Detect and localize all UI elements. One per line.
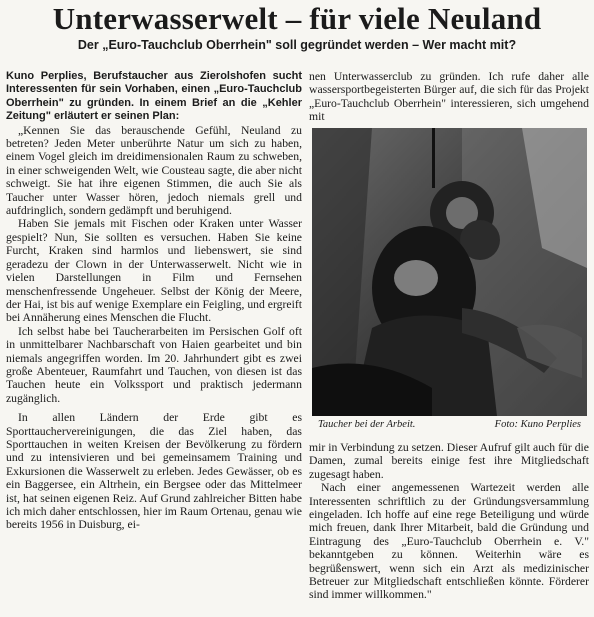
paragraph-6: mir in Verbindung zu setzen. Dieser Aufruf gilt auch für die Damen, zumal bereits einige fest ihre Mitgliedschaft zugesagt haben.	[309, 441, 589, 481]
paragraph-7: Nach einer angemessenen Wartezeit werden alle Interessenten schriftlich zu der Gründungsversammlung eingeladen. Ich hoffe auf eine rege Beteiligung und würde mich freuen, dank Ihrer Mitarbeit, bald die Gründung und Eintragung des „Euro-Tauchclub Oberrhein e. V." bekanntgeben zu können. Weiterhin wäre es begrüßenswert, wenn sich ein Arzt als medizinischer Betreuer zur Mitgliedschaft entschließen könnte. Förderer sind immer willkommen."	[309, 481, 589, 602]
paragraph-5: nen Unterwasserclub zu gründen. Ich rufe daher alle wassersportbegeisterten Bürger auf, die sich für das Projekt „Euro-Tauchclub Oberrhein" interessieren, sich umgehend mit	[309, 70, 589, 124]
paragraph-1: „Kennen Sie das berauschende Gefühl, Neuland zu betreten? Jeden Meter unberührte Natur um sich zu haben, einem Vogel gleich im dreidimensionalen Raum zu schweben, in einer schweigenden Welt, wie Cousteau sagte, die aber nicht schweigt. Sie hat ihre eigenen Stimmen, die auch Sie als Taucher unter Wasser hören, jedoch niemals grell und aufdringlich, sondern gedämpft und beruhigend.	[6, 123, 302, 218]
photo-credit: Foto: Kuno Perplies	[494, 419, 581, 430]
paragraph-2: Haben Sie jemals mit Fischen oder Kraken unter Wasser gespielt? Nun, Sie sollten es versuchen. Haben Sie keine Furcht, Kraken sind harmlos und liebenswert, sie sind geradezu der Clown in der Unterwasserwelt. Nicht wie in vielen Darstellungen in Film und Fernsehen menschenfressende Ungeheuer. Selbst der König der Meere, der Hai, ist bis auf wenige Exemplare ein Feigling, und ergreift bei Annäherung eines Menschen die Flucht.	[6, 217, 302, 325]
diver-photo-image	[312, 128, 587, 416]
left-column	[6, 70, 302, 532]
diver-photo	[312, 128, 587, 416]
paragraph-4: In allen Ländern der Erde gibt es Sporttauchervereinigungen, die das Ziel haben, das Sporttauchen in weiten Kreisen der Bevölkerung zu fördern und zu intensivieren und bei gemeinsamem Training und Exkursionen die Wasserwelt zu erleben. Jedes Gewässer, ob es ein Baggersee, ein Altrhein, ein Bergsee oder das Mittelmeer ist, hat seinen eigenen Reiz. Auf Grund zahlreicher Bitten habe ich mich daher entschlossen, hier im Raum Ortenau, genau wie bereits 1956 in Duisburg, ei-	[6, 411, 302, 532]
right-column-top	[309, 70, 589, 124]
paragraph-3: Ich selbst habe bei Taucherarbeiten im Persischen Golf oft in unmittelbarer Nachbarschaft von Haien gearbeitet und bin niemals angegriffen worden. Im 20. Jahrhundert gibt es zwei große Abenteuer, Raumfahrt und Tauchen, von diesen ist das Tauchen heute ein Volkssport und praktisch jedermann zugänglich.	[6, 324, 302, 405]
right-column-bottom	[309, 441, 589, 602]
article-headline: Unterwasserwelt – für viele Neuland	[52, 1, 542, 36]
article-subheadline: Der „Euro-Tauchclub Oberrhein" soll gegründet werden – Wer macht mit?	[77, 38, 517, 52]
photo-caption	[312, 418, 587, 431]
photo-caption-text: Taucher bei der Arbeit.	[318, 419, 416, 430]
article-lead: Kuno Perplies, Berufstaucher aus Zierolshofen sucht Interessenten für sein Vorhaben, einen „Euro-Tauchclub Oberrhein" zu gründen. In einem Brief an die „Kehler Zeitung" erläutert er seinen Plan:	[6, 70, 302, 123]
